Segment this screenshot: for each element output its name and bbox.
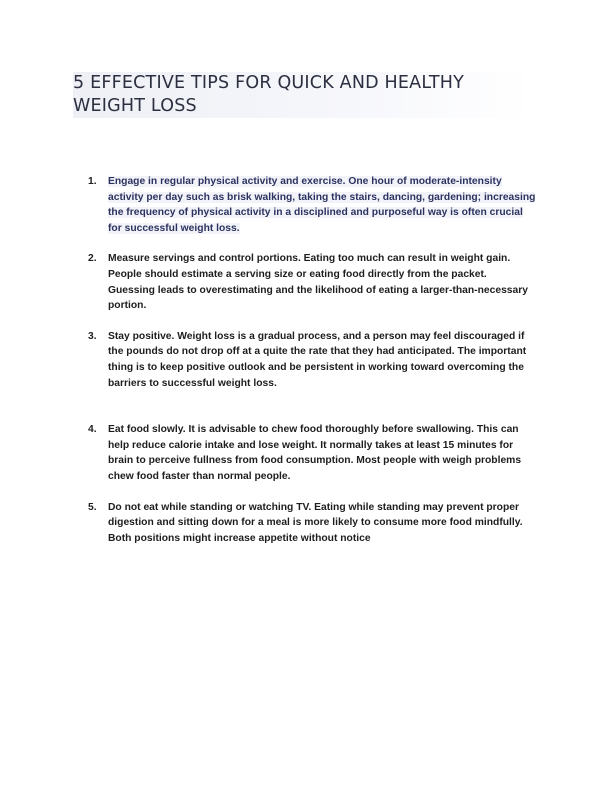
list-item-text: Stay positive. Weight loss is a gradual process, and a person may feel discouraged if the pounds do not drop off at a quite the rate that they had anticipated. The important thing is to keep positive outlook and be persistent in working toward overcoming the barriers to successful weight loss. (108, 330, 527, 389)
list-item-number: 2. (88, 253, 97, 265)
list-item (88, 174, 536, 236)
list-item-text: Measure servings and control portions. Eating too much can result in weight gain. People should estimate a serving size or eating food directly from the packet. Guessing leads to overestimating and the likelihood of eating a larger-than-necessary portion. (108, 253, 528, 312)
tips-list (88, 174, 536, 546)
list-item (88, 500, 536, 547)
list-item (88, 422, 536, 484)
list-item-text: Do not eat while standing or watching TV. Eating while standing may prevent proper digestion and sitting down for a meal is more likely to consume more food mindfully. Both positions might increase appetite without notice (108, 501, 523, 544)
page-title: 5 EFFECTIVE TIPS FOR QUICK AND HEALTHY WEIGHT LOSS (73, 72, 533, 118)
list-item (88, 251, 536, 313)
list-item-number: 1. (88, 176, 97, 187)
list-item-number: 5. (88, 501, 97, 513)
list-item-number: 4. (88, 424, 97, 436)
list-item-text: Eat food slowly. It is advisable to chew food thoroughly before swallowing. This can help reduce calorie intake and lose weight. It normally takes at least 15 minutes for brain to perceive fullness from food consumption. Most people with weigh problems chew food faster than normal people. (108, 424, 522, 482)
list-item (88, 329, 536, 391)
list-item-number: 3. (88, 330, 97, 342)
list-item-text: Engage in regular physical activity and exercise. One hour of moderate-intensity activity per day such as brisk walking, taking the stairs, dancing, gardening; increasing the frequency of physical activity in a disciplined and purposeful way is often crucial for successful weight loss. (108, 176, 536, 234)
